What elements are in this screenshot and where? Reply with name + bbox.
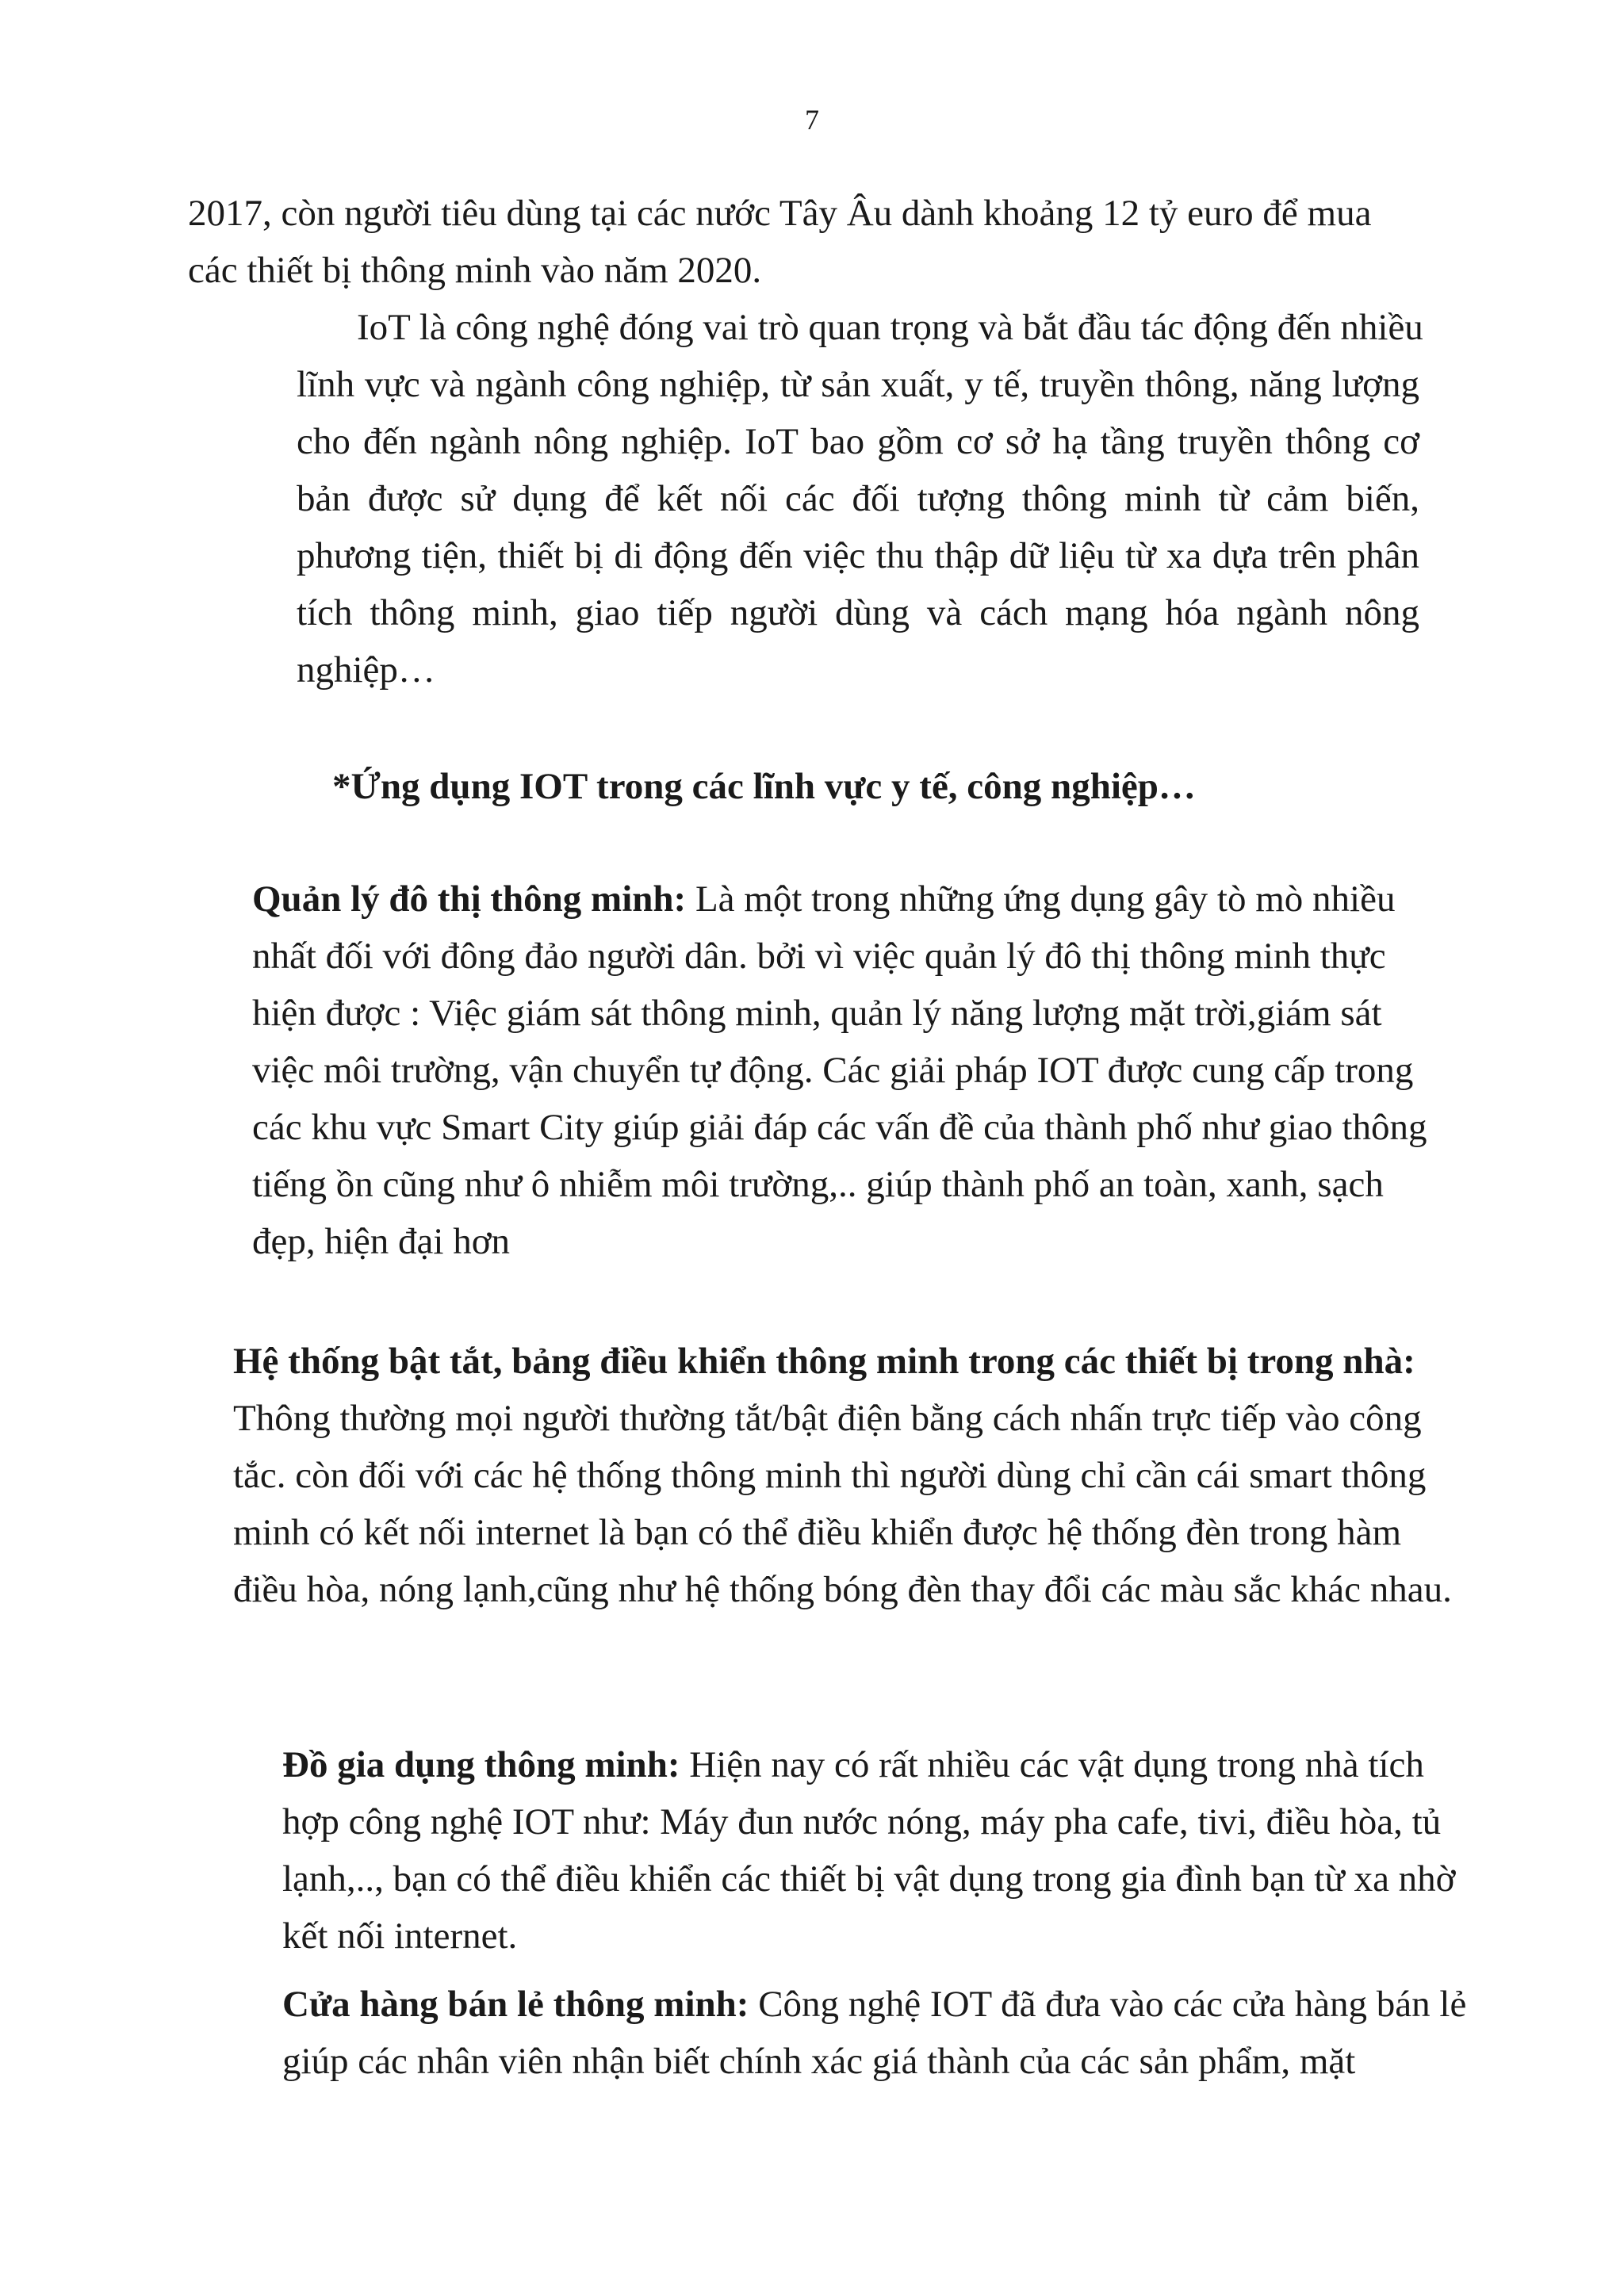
smart-city-term: Quản lý đô thị thông minh: <box>252 878 687 920</box>
smart-retail-paragraph <box>282 1976 1488 2090</box>
smart-appliances-paragraph <box>282 1736 1472 1965</box>
iot-overview-paragraph: lĩnh vực và ngành công nghiệp, từ sản xuất, y tế, truyền thông, năng lượng cho đến ngành nông nghiệp. IoT bao gồm cơ sở hạ tầng truyền thông cơ bản được sử dụng để kết nối các đối tượng thông minh từ cảm biến, phương tiện, thiết bị di động đến việc thu thập dữ liệu từ xa dựa trên phân tích thông minh, giao tiếp người dùng và cách mạng hóa ngành nông nghiệp… <box>297 364 1419 691</box>
smart-city-text: Là một trong những ứng dụng gây tò mò nhiều nhất đối với đông đảo người dân. bởi vì việc quản lý đô thị thông minh thực hiện được : Việc giám sát thông minh, quản lý năng lượng mặt trời,giám sát việc môi trường, vận chuyển tự động. Các giải pháp IOT được cung cấp trong các khu vực Smart City giúp giải đáp các vấn đề của thành phố như giao thông tiếng ồn cũng như ô nhiễm môi trường,.. giúp thành phố an toàn, xanh, sạch đẹp, hiện đại hơn <box>252 878 1427 1262</box>
smart-retail-text: Công nghệ IOT đã đưa vào các cửa hàng bán lẻ giúp các nhân viên nhận biết chính xác giá thành của các sản phẩm, mặt <box>282 1984 1467 2082</box>
smart-appliances-term: Đồ gia dụng thông minh: <box>282 1744 680 1785</box>
smart-home-term: Hệ thống bật tắt, bảng điều khiển thông minh trong các thiết bị trong nhà: <box>233 1341 1415 1382</box>
smart-home-text: Thông thường mọi người thường tắt/bật điện bằng cách nhấn trực tiếp vào công tắc. còn đối với các hệ thống thông minh thì người dùng chỉ cần cái smart thông minh có kết nối internet là bạn có thể điều khiển được hệ thống đèn trong hàm điều hòa, nóng lạnh,cũng như hệ thống bóng đèn thay đổi các màu sắc khác nhau. <box>233 1398 1452 1610</box>
smart-retail-term: Cửa hàng bán lẻ thông minh: <box>282 1984 749 2025</box>
smart-home-paragraph <box>233 1333 1470 1618</box>
section-heading: *Ứng dụng IOT trong các lĩnh vực y tế, công nghiệp… <box>332 766 1196 807</box>
iot-overview-first-line: IoT là công nghệ đóng vai trò quan trọng và bắt đầu tác động đến nhiều <box>357 307 1423 348</box>
smart-city-paragraph <box>252 871 1434 1270</box>
smart-appliances-text: Hiện nay có rất nhiều các vật dụng trong nhà tích hợp công nghệ IOT như: Máy đun nước nóng, máy pha cafe, tivi, điều hòa, tủ lạnh,.., bạn có thể điều khiển các thiết bị vật dụng trong gia đình bạn từ xa nhờ kết nối internet. <box>282 1744 1456 1957</box>
page-number: 7 <box>805 104 819 136</box>
intro-paragraph: 2017, còn người tiêu dùng tại các nước Tây Âu dành khoảng 12 tỷ euro để mua các thiết bị thông minh vào năm 2020. <box>188 193 1372 291</box>
